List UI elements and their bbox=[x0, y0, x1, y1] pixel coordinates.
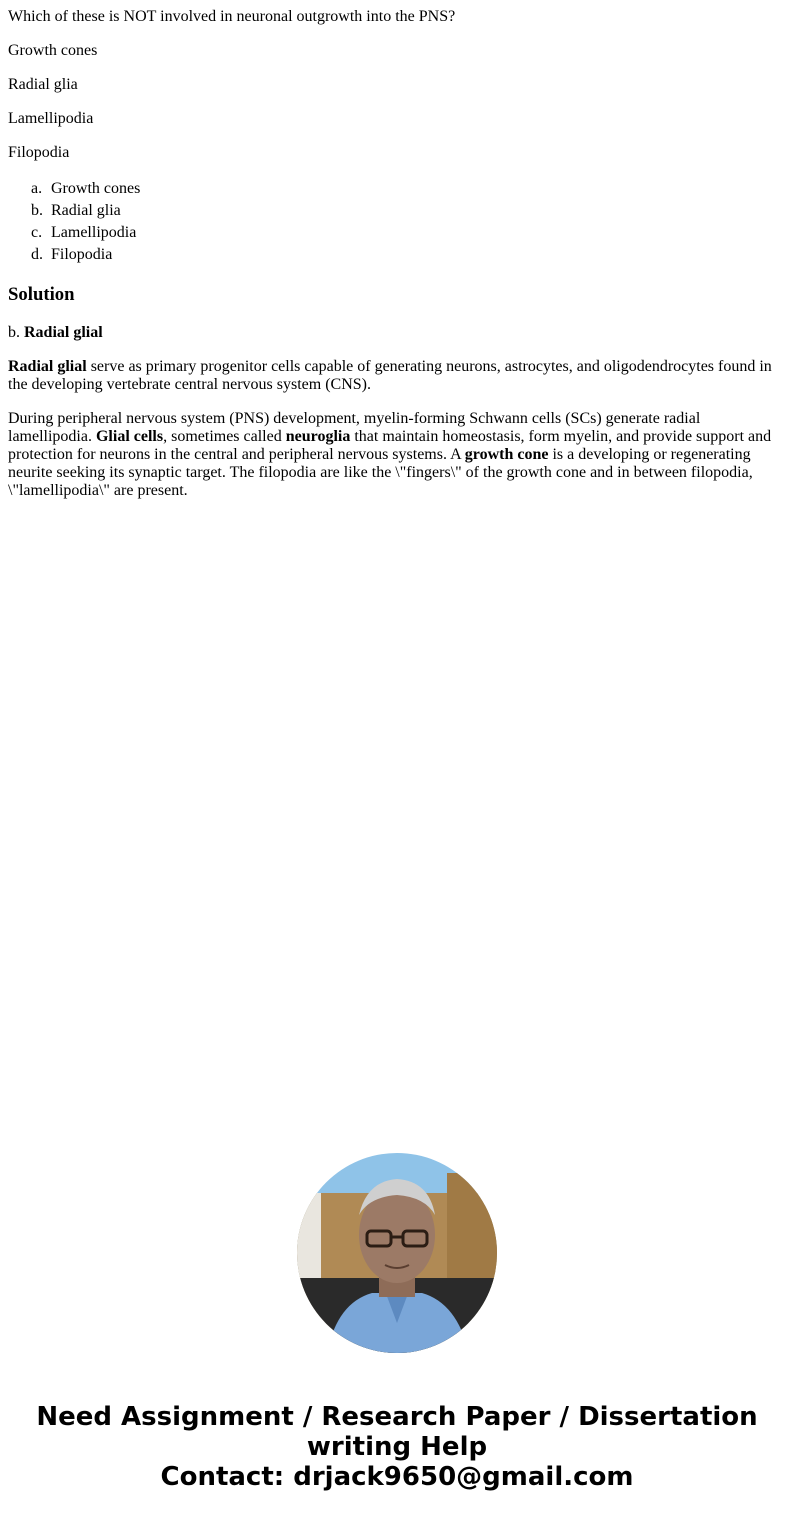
option-plain-2: Radial glia bbox=[8, 76, 78, 93]
choice-item bbox=[31, 222, 786, 244]
promo-line-1: Need Assignment / Research Paper / Dissertation bbox=[36, 1402, 758, 1432]
option-plain-3: Lamellipodia bbox=[8, 110, 94, 127]
term-neuroglia: neuroglia bbox=[285, 428, 351, 445]
answer-prefix: b. bbox=[8, 324, 20, 341]
person-portrait-icon bbox=[297, 1153, 497, 1353]
term-glial-cells: Glial cells bbox=[95, 428, 164, 445]
avatar bbox=[297, 1153, 497, 1353]
option-plain-1: Growth cones bbox=[8, 42, 98, 59]
term-radial-glial: Radial glial bbox=[8, 358, 87, 375]
question-text: Which of these is NOT involved in neuronal outgrowth into the PNS? bbox=[8, 8, 456, 25]
choice-marker: b. bbox=[31, 202, 43, 219]
answer-line bbox=[8, 324, 786, 342]
choice-marker: c. bbox=[31, 224, 43, 241]
choice-item bbox=[31, 178, 786, 200]
choice-text: Filopodia bbox=[51, 246, 113, 263]
promo-banner bbox=[0, 1402, 794, 1492]
solution-heading: Solution bbox=[8, 284, 75, 305]
choice-marker: d. bbox=[31, 246, 43, 263]
choice-marker: a. bbox=[31, 180, 43, 197]
promo-line-2: writing Help bbox=[306, 1432, 488, 1462]
promo-contact: Contact: drjack9650@gmail.com bbox=[160, 1462, 634, 1492]
explanation-paragraph-1: Radial glial serve as primary progenitor cells capable of generating neurons, astrocytes, and oligodendrocytes found in the developing vertebrate central nervous system (CNS). bbox=[8, 358, 772, 393]
explanation-paragraph-2: During peripheral nervous system (PNS) development, myelin-forming Schwann cells (SCs) generate radial lamellipodia. Glial cells, sometimes called neuroglia that maintain homeostasis, form myelin, and provide support and protection for neurons in the central and peripheral nervous systems. A growth cone is a developing or regenerating neurite seeking its synaptic target. The filopodia are like the \"fingers\" of the growth cone and in between filopodia, \"lamellipodia\" are present. bbox=[8, 410, 772, 499]
answer-text: Radial glial bbox=[24, 324, 103, 341]
choice-text: Lamellipodia bbox=[51, 224, 137, 241]
choice-text: Growth cones bbox=[51, 180, 141, 197]
document bbox=[0, 0, 794, 500]
term-growth-cone: growth cone bbox=[464, 446, 549, 463]
choice-text: Radial glia bbox=[51, 202, 121, 219]
choice-item bbox=[31, 200, 786, 222]
option-plain-4: Filopodia bbox=[8, 144, 70, 161]
choice-list bbox=[8, 178, 786, 266]
choice-item bbox=[31, 244, 786, 266]
